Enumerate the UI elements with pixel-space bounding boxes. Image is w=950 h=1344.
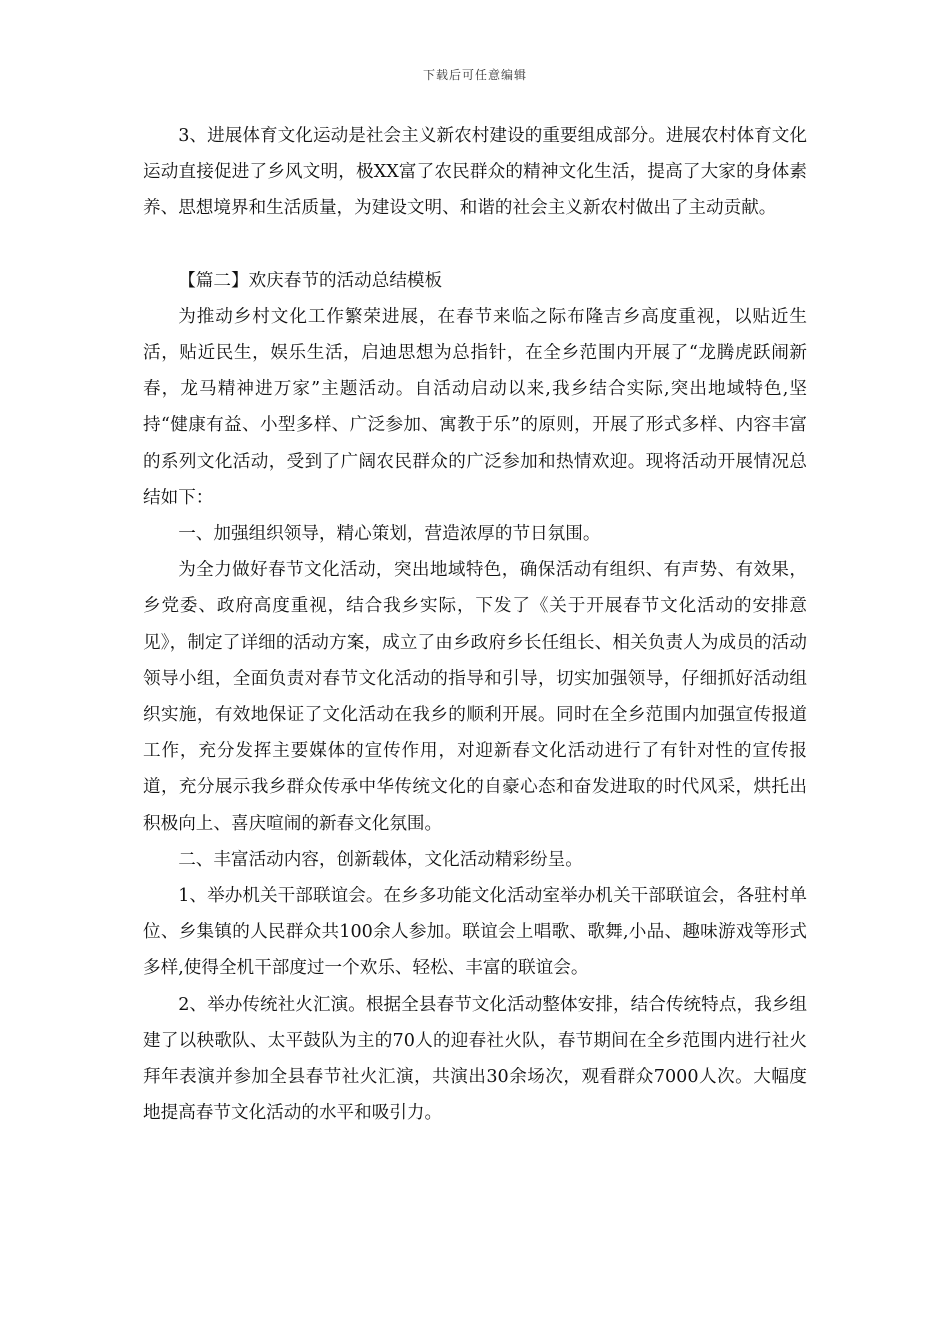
paragraph-spacer <box>143 227 807 263</box>
paragraph-intro: 为推动乡村文化工作繁荣进展，在春节来临之际布隆吉乡高度重视，以贴近生活，贴近民生，娱乐生活，启迪思想为总指针，在全乡范围内开展了“龙腾虎跃闹新春，龙马精神进万家”主题活动。自活动启动以来,我乡结合实际,突出地域特色,坚持“健康有益、小型多样、广泛参加、寓教于乐”的原则，开展了形式多样、内容丰富的系列文化活动，受到了广阔农民群众的广泛参加和热情欢迎。现将活动开展情况总结如下： <box>143 306 807 508</box>
paragraph-shehuo-show: 2、举办传统社火汇演。根据全县春节文化活动整体安排，结合传统特点，我乡组建了以秧歌队、太平鼓队为主的70人的迎春社火队，春节期间在全乡范围内进行社火拜年表演并参加全县春节社火汇演，共演出30余场次，观看群众7000人次。大幅度地提高春节文化活动的水平和吸引力。 <box>143 994 807 1124</box>
paragraph-staff-party: 1、举办机关干部联谊会。在乡多功能文化活动室举办机关干部联谊会，各驻村单位、乡集镇的人民群众共100余人参加。联谊会上唱歌、歌舞,小品、趣味游戏等形式多样,使得全机干部度过一个欢乐、轻松、丰富的联谊会。 <box>143 886 807 979</box>
paragraph-sports-culture: 3、进展体育文化运动是社会主义新农村建设的重要组成部分。进展农村体育文化运动直接促进了乡风文明，极XX富了农民群众的精神文化生活，提高了大家的身体素养、思想境界和生活质量，为建设文明、和谐的社会主义新农村做出了主动贡献。 <box>143 126 807 219</box>
page-header: 下载后可任意编辑 <box>422 68 527 82</box>
document-body <box>143 118 807 1131</box>
subheading-one: 一、加强组织领导，精心策划，营造浓厚的节日氛围。 <box>178 524 601 545</box>
subheading-two: 二、丰富活动内容，创新载体，文化活动精彩纷呈。 <box>178 849 583 870</box>
section-title: 【篇二】欢庆春节的活动总结模板 <box>178 270 443 291</box>
paragraph-organization: 为全力做好春节文化活动，突出地域特色，确保活动有组织、有声势、有效果，乡党委、政府高度重视，结合我乡实际，下发了《关于开展春节文化活动的安排意见》，制定了详细的活动方案，成立了由乡政府乡长任组长、相关负责人为成员的活动领导小组，全面负责对春节文化活动的指导和引导，切实加强领导，仔细抓好活动组织实施，有效地保证了文化活动在我乡的顺利开展。同时在全乡范围内加强宣传报道工作，充分发挥主要媒体的宣传作用，对迎新春文化活动进行了有针对性的宣传报道，充分展示我乡群众传承中华传统文化的自豪心态和奋发进取的时代风采，烘托出积极向上、喜庆喧闹的新春文化氛围。 <box>143 560 807 834</box>
